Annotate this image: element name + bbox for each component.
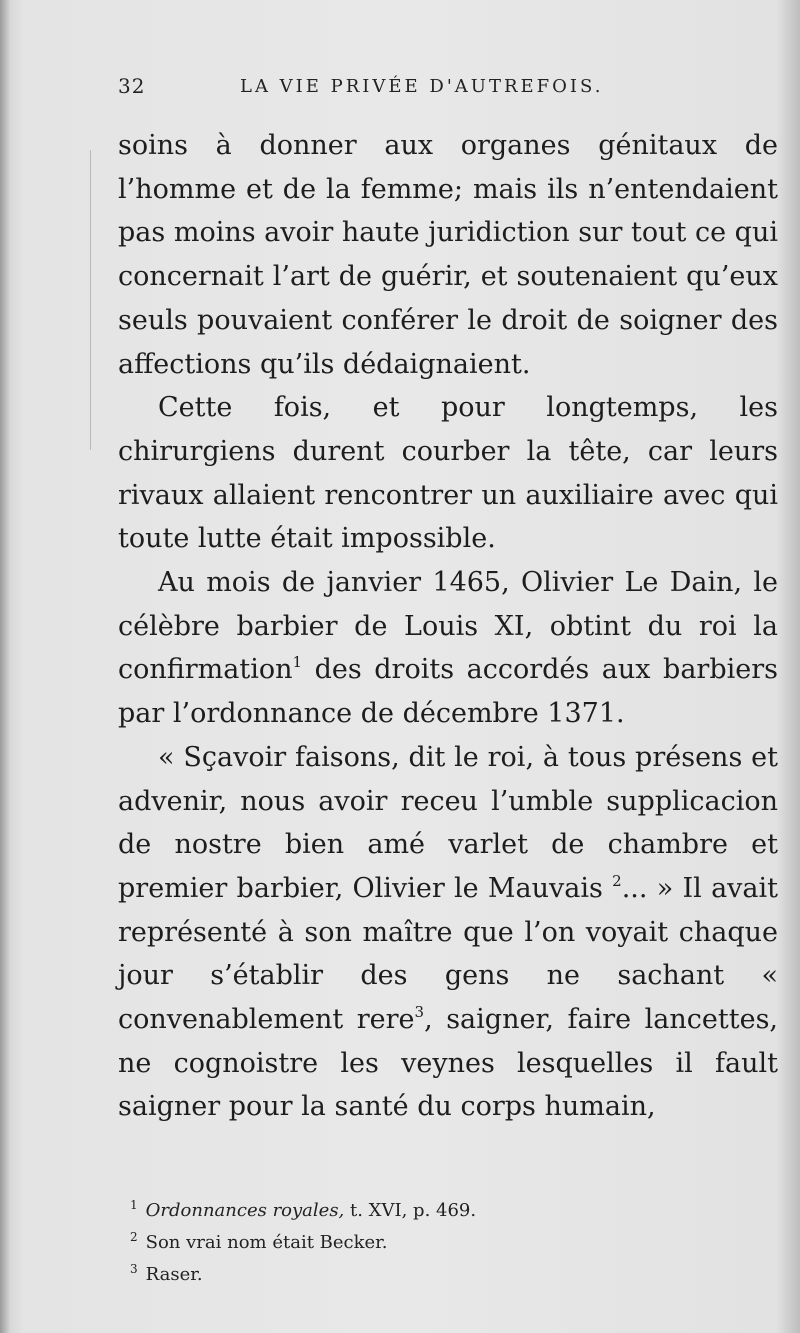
footnote-1 [130,1192,766,1224]
footnote-number: 1 [130,1198,138,1212]
footnote-1-text: t. XVI, p. 469. [344,1200,477,1221]
paragraph-3-text-b: des droits accordés aux barbiers par l’ordonnance de décembre 1371. [118,654,778,730]
body-text [118,124,778,1129]
paragraph-4-text-c: , saigner, faire lancettes, ne cognoistre les veynes lesquelles il fault saigner pour la santé du corps humain, [118,1004,779,1123]
footnote-ref-3: 3 [414,1003,425,1022]
paragraph-4-text-b: ... » Il avait représenté à son maître que l’on voyait chaque jour s’établir des gens ne sachant « convenablement rere [118,872,778,1036]
page-number: 32 [118,74,146,98]
paragraph-4 [118,736,778,1129]
footnote-2-text: Son vrai nom était Becker. [145,1232,388,1253]
footnote-2 [130,1224,766,1256]
paragraph-4-text-a: « Sçavoir faisons, dit le roi, à tous présens et advenir, nous avoir receu l’umble supplicacion de nostre bien amé varlet de chambre et premier barbier, Olivier le Mauvais [118,741,778,904]
page-binding-edge [0,0,10,1333]
footnote-1-title: Ordonnances royales, [145,1200,345,1221]
footnote-3-text: Raser. [145,1264,203,1285]
footnote-number: 2 [130,1230,138,1244]
footnotes [130,1192,766,1288]
margin-pencil-mark [90,150,91,450]
paragraph-3 [118,561,778,736]
paragraph-2: Cette fois, et pour longtemps, les chirurgiens durent courber la tête, car leurs rivaux allaient rencontrer un auxiliaire avec qui toute lutte était impossible. [118,392,778,555]
running-title: LA VIE PRIVÉE D'AUTREFOIS. [240,76,604,97]
footnote-ref-1: 1 [292,653,303,672]
paragraph-1: soins à donner aux organes génitaux de l’homme et de la femme; mais ils n’entendaient pas moins avoir haute juridiction sur tout ce qui concernait l’art de guérir, et soutenaient qu’eux seuls pouvaient conférer le droit de soigner des affections qu’ils dédaignaient. [118,130,778,380]
paragraph-3-text-a: Au mois de janvier 1465, Olivier Le Dain, le célèbre barbier de Louis XI, obtint du roi la confirmation [118,567,778,686]
running-header [118,70,778,106]
footnote-ref-2: 2 [612,871,622,890]
footnote-3 [130,1256,766,1288]
footnote-number: 3 [130,1262,138,1276]
